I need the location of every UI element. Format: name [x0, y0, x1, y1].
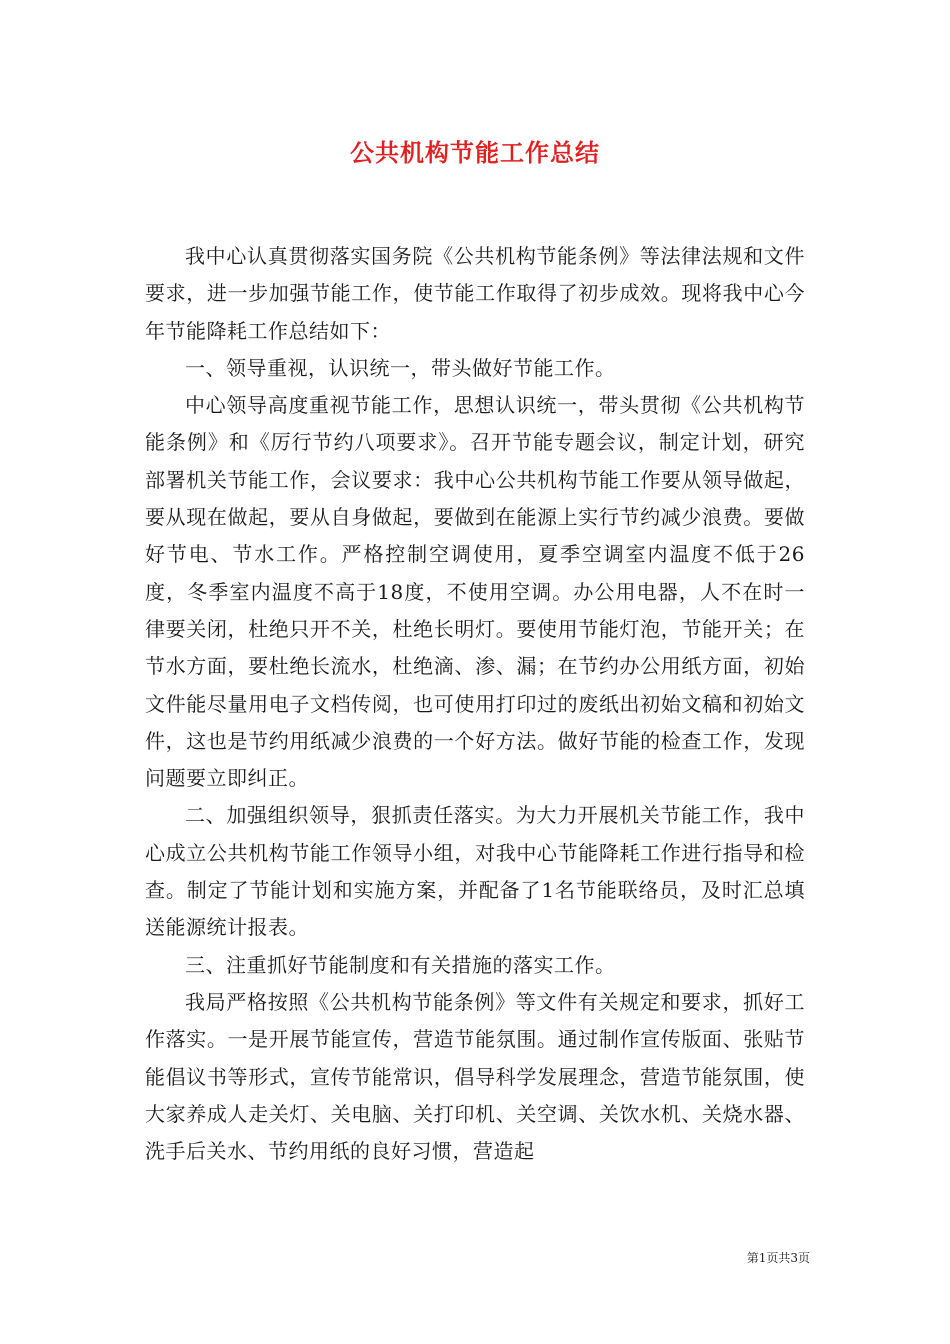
section-heading-3: 三、注重抓好节能制度和有关措施的落实工作。 [185, 952, 616, 977]
page-indicator: 第1页共3页 [746, 1251, 810, 1265]
document-body [145, 238, 805, 1170]
paragraph-intro: 我中心认真贯彻落实国务院《公共机构节能条例》等法律法规和文件要求，进一步加强节能工作，使节能工作取得了初步成效。现将我中心今年节能降耗工作总结如下： [145, 244, 805, 343]
paragraph-section-3: 我局严格按照《公共机构节能条例》等文件有关规定和要求，抓好工作落实。一是开展节能宣传，营造节能氛围。通过制作宣传版面、张贴节能倡议书等形式，宣传节能常识，倡导科学发展理念，营造节能氛围，使大家养成人走关灯、关电脑、关打印机、关空调、关饮水机、关烧水器、洗手后关水、节约用纸的良好习惯，营造起 [145, 989, 805, 1164]
document-title: 公共机构节能工作总结 [350, 138, 600, 167]
section-heading-1: 一、领导重视，认识统一，带头做好节能工作。 [185, 355, 616, 380]
paragraph-section-2: 二、加强组织领导，狠抓责任落实。为大力开展机关节能工作，我中心成立公共机构节能工作领导小组，对我中心节能降耗工作进行指导和检查。制定了节能计划和实施方案，并配备了1名节能联络员，及时汇总填送能源统计报表。 [145, 803, 805, 940]
paragraph-section-1: 中心领导高度重视节能工作，思想认识统一，带头贯彻《公共机构节能条例》和《厉行节约八项要求》。召开节能专题会议，制定计划，研究部署机关节能工作，会议要求：我中心公共机构节能工作要从领导做起，要从现在做起，要从自身做起，要做到在能源上实行节约减少浪费。要做好节电、节水工作。严格控制空调使用，夏季空调室内温度不低于26度，冬季室内温度不高于18度，不使用空调。办公用电器，人不在时一律要关闭，杜绝只开不关，杜绝长明灯。要使用节能灯泡，节能开关；在节水方面，要杜绝长流水，杜绝滴、渗、漏；在节约办公用纸方面，初始文件能尽量用电子文档传阅，也可使用打印过的废纸出初始文稿和初始文件，这也是节约用纸减少浪费的一个好方法。做好节能的检查工作，发现问题要立即纠正。 [145, 393, 805, 791]
